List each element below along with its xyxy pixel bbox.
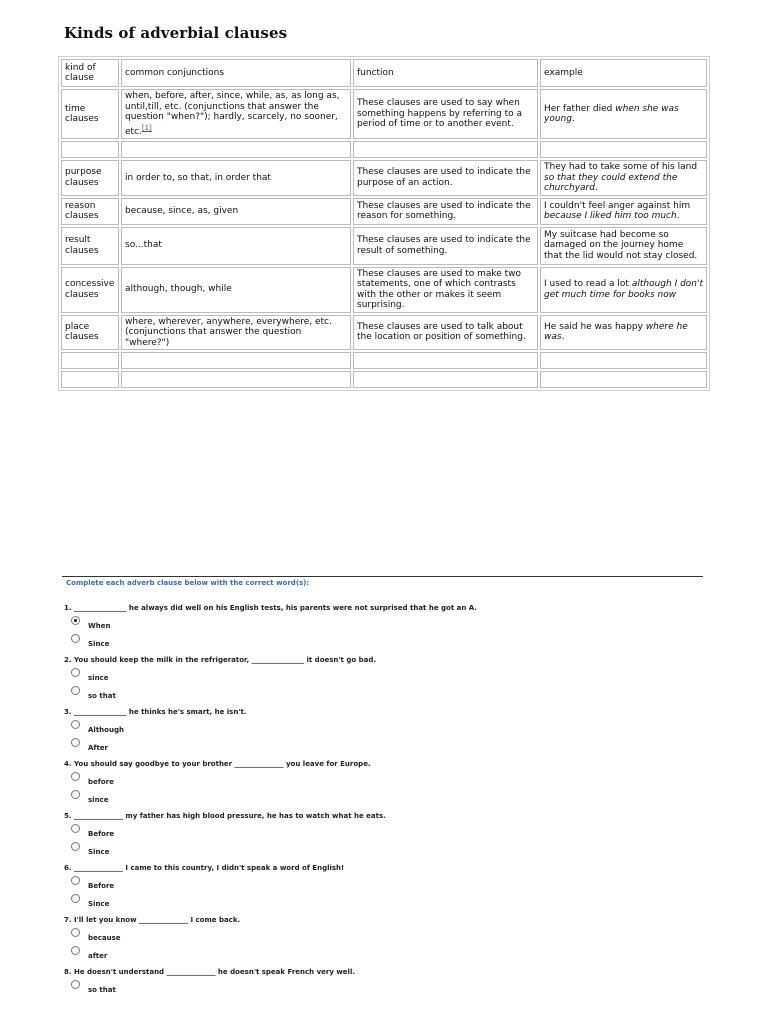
answer-option[interactable]: [64, 634, 704, 652]
cell-conjunctions: in order to, so that, in order that: [121, 160, 351, 196]
cell-kind: result clauses: [61, 227, 119, 265]
answer-option-label: Since: [88, 848, 110, 856]
radio-button[interactable]: [71, 928, 80, 937]
radio-button[interactable]: [71, 980, 80, 989]
answer-option-label: so that: [88, 692, 116, 700]
cell-function: [353, 141, 538, 158]
cell-conjunctions: although, though, while: [121, 267, 351, 313]
cell-conjunctions: so...that: [121, 227, 351, 265]
answer-option[interactable]: [64, 894, 704, 912]
table-row: [61, 160, 707, 196]
cell-function: These clauses are used to indicate the reason for something.: [353, 198, 538, 225]
answer-option-label: before: [88, 778, 114, 786]
cell-example: [540, 141, 707, 158]
cell-conjunctions: [121, 141, 351, 158]
quiz-instructions: Complete each adverb clause below with the correct word(s):: [66, 579, 310, 587]
radio-button[interactable]: [71, 686, 80, 695]
table-row: [61, 227, 707, 265]
answer-option[interactable]: [64, 876, 704, 894]
cell-conjunctions: [121, 371, 351, 388]
section-divider: [62, 576, 703, 577]
header-kind: kind of clause: [61, 59, 119, 87]
cell-kind: [61, 371, 119, 388]
cell-example: [540, 371, 707, 388]
quiz-question: 5. ______________ my father has high blood pressure, he has to watch what he eats.: [64, 812, 386, 820]
page-title: Kinds of adverbial clauses: [64, 24, 288, 42]
answer-option-label: Since: [88, 640, 110, 648]
radio-button[interactable]: [71, 946, 80, 955]
quiz-question: 6. ______________ I came to this country, I didn't speak a word of English!: [64, 864, 345, 872]
radio-button[interactable]: [71, 668, 80, 677]
cell-kind: concessive clauses: [61, 267, 119, 313]
cell-example: He said he was happy where he was.: [540, 315, 707, 351]
table-row: [61, 315, 707, 351]
cell-kind: time clauses: [61, 89, 119, 139]
table-row: [61, 89, 707, 139]
cell-example: My suitcase had become so damaged on the journey home that the lid would not stay closed.: [540, 227, 707, 265]
quiz-question: 4. You should say goodbye to your brother ______________ you leave for Europe.: [64, 760, 371, 768]
answer-option-label: so that: [88, 986, 116, 994]
quiz-question: 8. He doesn't understand ______________ he doesn't speak French very well.: [64, 968, 356, 976]
answer-option[interactable]: [64, 668, 704, 686]
quiz: [64, 600, 704, 998]
cell-example: [540, 352, 707, 369]
radio-button[interactable]: [71, 616, 80, 625]
reference-link[interactable]: [1]: [141, 123, 152, 132]
answer-option-label: When: [88, 622, 111, 630]
answer-option[interactable]: [64, 686, 704, 704]
cell-function: These clauses are used to talk about the location or position of something.: [353, 315, 538, 351]
cell-kind: [61, 141, 119, 158]
cell-function: These clauses are used to indicate the result of something.: [353, 227, 538, 265]
radio-button[interactable]: [71, 738, 80, 747]
adverbial-clauses-table: [58, 56, 710, 391]
quiz-question: 2. You should keep the milk in the refrigerator, _______________ it doesn't go bad.: [64, 656, 376, 664]
radio-button[interactable]: [71, 824, 80, 833]
quiz-question: 1. _______________ he always did well on his English tests, his parents were not surprised that he got an A.: [64, 604, 477, 612]
radio-button[interactable]: [71, 634, 80, 643]
example-clause: so that they could extend the churchyard: [544, 172, 678, 193]
radio-button[interactable]: [71, 772, 80, 781]
answer-option-label: since: [88, 674, 109, 682]
answer-option-label: After: [88, 744, 109, 752]
cell-conjunctions: when, before, after, since, while, as, as long as, until,till, etc. (conjunctions that answer the question "when?"); hardly, scarcely, no sooner, etc.[1]: [121, 89, 351, 139]
header-function: function: [353, 59, 538, 87]
cell-example: They had to take some of his land so that they could extend the churchyard.: [540, 160, 707, 196]
cell-example: I used to read a lot although I don't get much time for books now: [540, 267, 707, 313]
cell-function: These clauses are used to indicate the purpose of an action.: [353, 160, 538, 196]
answer-option[interactable]: [64, 720, 704, 738]
answer-option[interactable]: [64, 946, 704, 964]
table-row: [61, 141, 707, 158]
header-example: example: [540, 59, 707, 87]
cell-example: Her father died when she was young.: [540, 89, 707, 139]
cell-function: [353, 371, 538, 388]
radio-button[interactable]: [71, 842, 80, 851]
radio-button[interactable]: [71, 876, 80, 885]
example-clause: where he was: [544, 321, 688, 343]
answer-option-label: Since: [88, 900, 110, 908]
cell-conjunctions: because, since, as, given: [121, 198, 351, 225]
quiz-question: 3. _______________ he thinks he's smart, he isn't.: [64, 708, 247, 716]
cell-kind: [61, 352, 119, 369]
radio-button[interactable]: [71, 894, 80, 903]
header-conjunctions: common conjunctions: [121, 59, 351, 87]
cell-kind: purpose clauses: [61, 160, 119, 196]
answer-option-label: Before: [88, 830, 115, 838]
answer-option-label: after: [88, 952, 108, 960]
cell-function: [353, 352, 538, 369]
answer-option[interactable]: [64, 824, 704, 842]
table-row: [61, 198, 707, 225]
radio-button[interactable]: [71, 720, 80, 729]
table-row: [61, 371, 707, 388]
cell-example: I couldn't feel anger against him because I liked him too much.: [540, 198, 707, 225]
quiz-question: 7. I'll let you know ______________ I come back.: [64, 916, 241, 924]
answer-option[interactable]: [64, 842, 704, 860]
cell-function: These clauses are used to say when something happens by referring to a period of time or to another event.: [353, 89, 538, 139]
cell-conjunctions: where, wherever, anywhere, everywhere, etc. (conjunctions that answer the question "where?"): [121, 315, 351, 351]
answer-option-label: Although: [88, 726, 124, 734]
cell-kind: reason clauses: [61, 198, 119, 225]
radio-button[interactable]: [71, 790, 80, 799]
answer-option[interactable]: [64, 772, 704, 790]
answer-option-label: Before: [88, 882, 115, 890]
table-row: [61, 352, 707, 369]
table-row: [61, 267, 707, 313]
answer-option-label: since: [88, 796, 109, 804]
answer-option[interactable]: [64, 928, 704, 946]
answer-option-label: because: [88, 934, 121, 942]
cell-function: These clauses are used to make two statements, one of which contrasts with the other or makes it seem surprising.: [353, 267, 538, 313]
example-clause: when she was young: [544, 103, 679, 124]
cell-kind: place clauses: [61, 315, 119, 351]
answer-option[interactable]: [64, 980, 704, 998]
table-header-row: [61, 59, 707, 87]
example-clause: although I don't get much time for books now: [544, 279, 704, 300]
answer-option[interactable]: [64, 738, 704, 756]
answer-option[interactable]: [64, 616, 704, 634]
example-clause: because I liked him too much: [544, 211, 677, 221]
answer-option[interactable]: [64, 790, 704, 808]
cell-conjunctions: [121, 352, 351, 369]
